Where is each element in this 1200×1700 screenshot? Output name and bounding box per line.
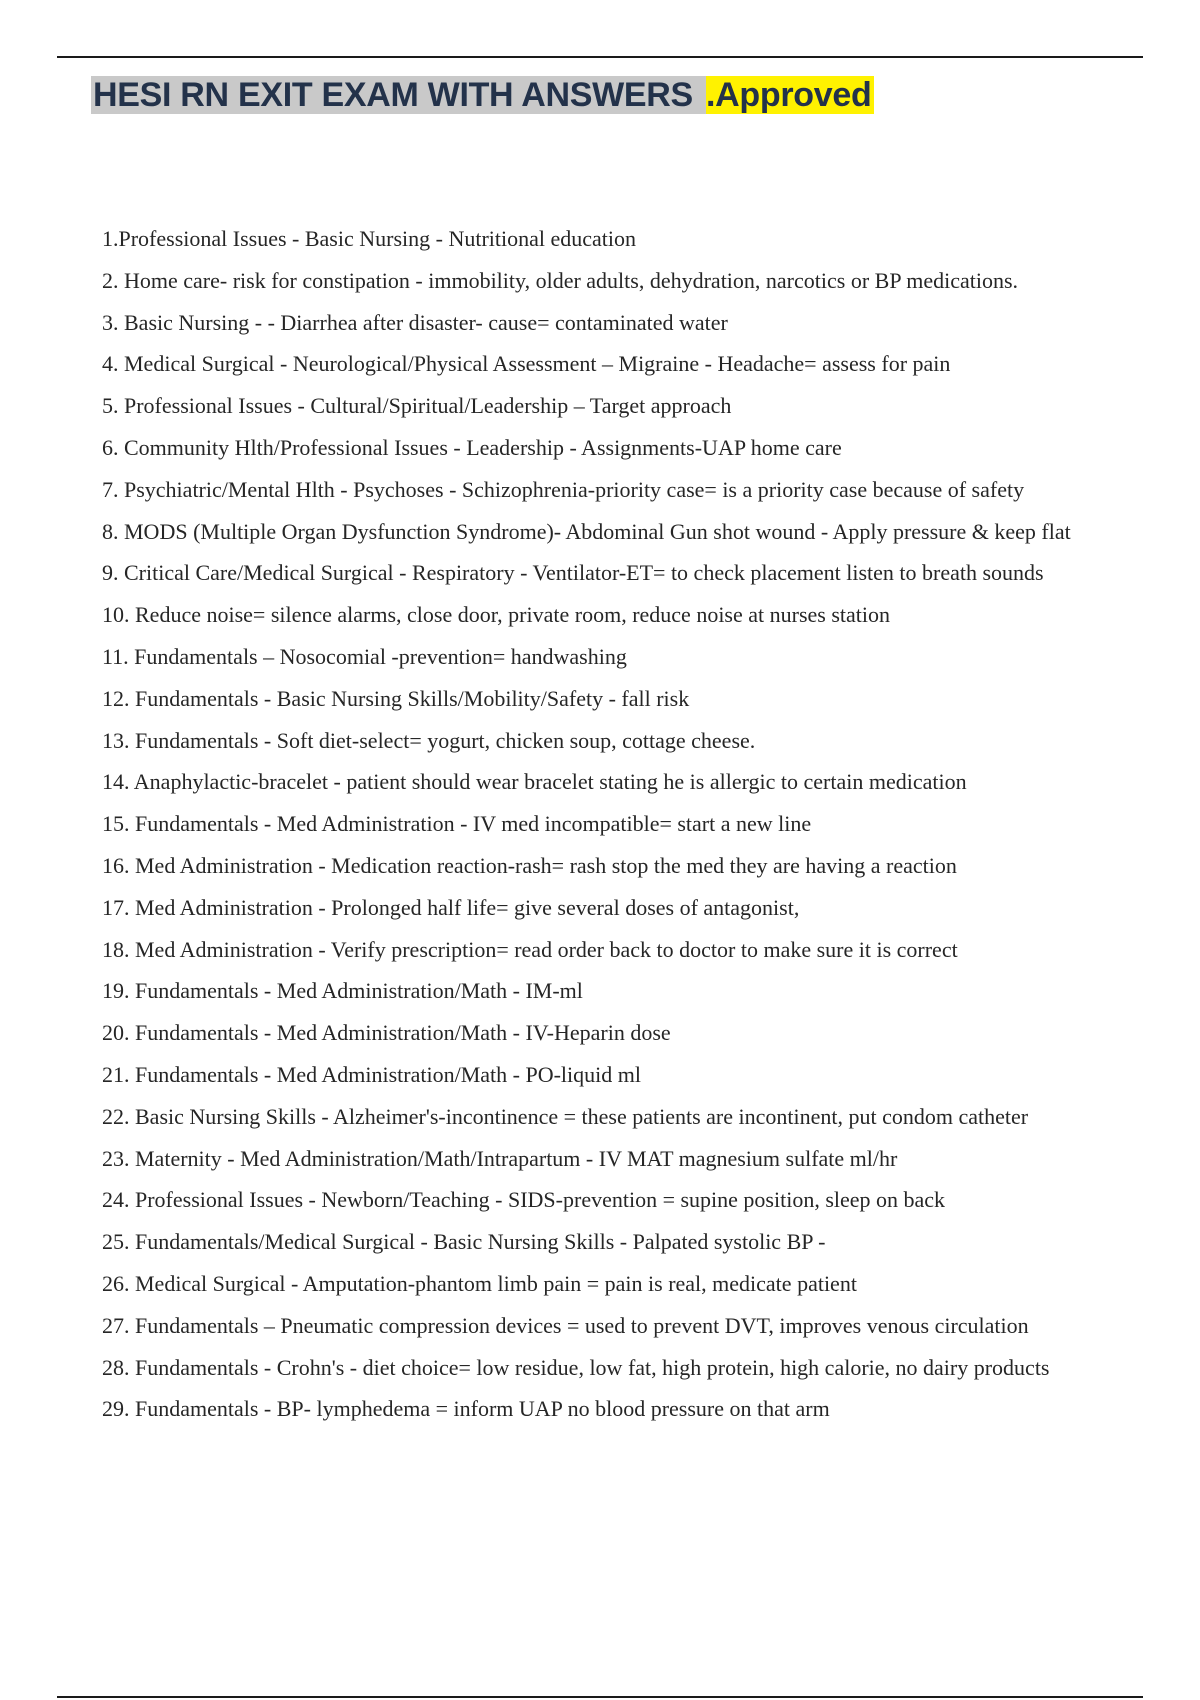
top-rule bbox=[57, 56, 1143, 58]
list-item: 14. Anaphylactic-bracelet - patient should wear bracelet stating he is allergic to certain medication bbox=[102, 769, 967, 795]
list-item: 28. Fundamentals - Crohn's - diet choice= low residue, low fat, high protein, high calorie, no dairy products bbox=[102, 1354, 1050, 1380]
list-item: 27. Fundamentals – Pneumatic compression devices = used to prevent DVT, improves venous circulation bbox=[102, 1312, 1029, 1338]
list-item: 15. Fundamentals - Med Administration - IV med incompatible= start a new line bbox=[102, 811, 812, 837]
list-item: 17. Med Administration - Prolonged half life= give several doses of antagonist, bbox=[102, 894, 800, 920]
list-item: 6. Community Hlth/Professional Issues - Leadership - Assignments-UAP home care bbox=[102, 434, 842, 460]
list-item: 21. Fundamentals - Med Administration/Math - PO-liquid ml bbox=[102, 1061, 641, 1087]
list-item: 29. Fundamentals - BP- lymphedema = inform UAP no blood pressure on that arm bbox=[102, 1396, 830, 1422]
list-item: 12. Fundamentals - Basic Nursing Skills/Mobility/Safety - fall risk bbox=[102, 685, 690, 711]
list-item: 26. Medical Surgical - Amputation-phantom limb pain = pain is real, medicate patient bbox=[102, 1270, 857, 1296]
title-highlight-text: .Approved bbox=[706, 76, 874, 114]
list-item: 24. Professional Issues - Newborn/Teaching - SIDS-prevention = supine position, sleep on back bbox=[102, 1187, 946, 1213]
list-item: 13. Fundamentals - Soft diet-select= yogurt, chicken soup, cottage cheese. bbox=[102, 727, 756, 753]
list-item: 22. Basic Nursing Skills - Alzheimer's-incontinence = these patients are incontinent, put condom catheter bbox=[102, 1103, 1029, 1129]
list-item: 16. Med Administration - Medication reaction-rash= rash stop the med they are having a reaction bbox=[102, 852, 957, 878]
list-item: 3. Basic Nursing - - Diarrhea after disaster- cause= contaminated water bbox=[102, 309, 728, 335]
list-item: 23. Maternity - Med Administration/Math/Intrapartum - IV MAT magnesium sulfate ml/hr bbox=[102, 1145, 898, 1171]
list-item: 25. Fundamentals/Medical Surgical - Basic Nursing Skills - Palpated systolic BP - bbox=[102, 1229, 826, 1255]
list-item: 10. Reduce noise= silence alarms, close door, private room, reduce noise at nurses station bbox=[102, 602, 891, 628]
list-item: 11. Fundamentals – Nosocomial -prevention= handwashing bbox=[102, 643, 627, 669]
list-item: 18. Med Administration - Verify prescription= read order back to doctor to make sure it is correct bbox=[102, 936, 958, 962]
list-item: 9. Critical Care/Medical Surgical - Respiratory - Ventilator-ET= to check placement listen to breath sounds bbox=[102, 560, 1044, 586]
list-item: 19. Fundamentals - Med Administration/Math - IM-ml bbox=[102, 978, 583, 1004]
list-item: 20. Fundamentals - Med Administration/Math - IV-Heparin dose bbox=[102, 1020, 671, 1046]
list-item: 8. MODS (Multiple Organ Dysfunction Syndrome)- Abdominal Gun shot wound - Apply pressure & keep flat bbox=[102, 518, 1071, 544]
list-item: 1.Professional Issues - Basic Nursing - Nutritional education bbox=[102, 226, 637, 251]
list-item: 7. Psychiatric/Mental Hlth - Psychoses - Schizophrenia-priority case= is a priority case because of safety bbox=[102, 476, 1025, 502]
bottom-rule bbox=[57, 1696, 1143, 1698]
list-item: 5. Professional Issues - Cultural/Spiritual/Leadership – Target approach bbox=[102, 393, 732, 419]
document-title bbox=[91, 74, 874, 116]
list-item: 4. Medical Surgical - Neurological/Physical Assessment – Migraine - Headache= assess for pain bbox=[102, 351, 951, 377]
title-main-text: HESI RN EXIT EXAM WITH ANSWERS bbox=[91, 76, 706, 114]
question-list bbox=[102, 218, 1152, 1430]
list-item: 2. Home care- risk for constipation - immobility, older adults, dehydration, narcotics or BP medications. bbox=[102, 267, 1019, 293]
